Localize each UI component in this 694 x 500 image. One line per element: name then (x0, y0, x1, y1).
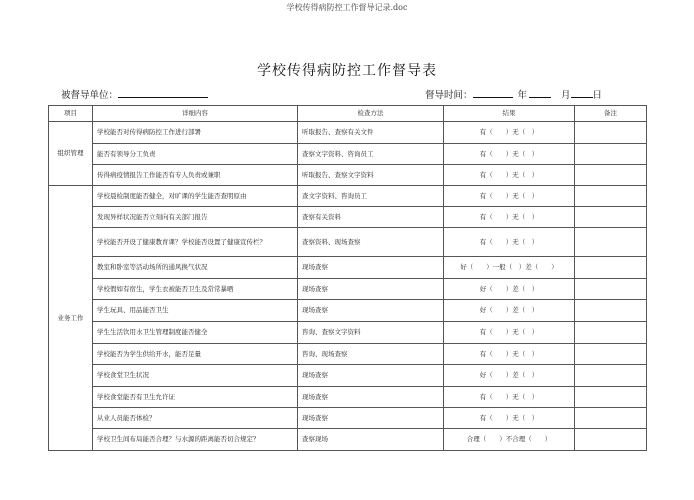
table-row (49, 207, 647, 228)
table-row (49, 279, 647, 300)
supervised-unit-blank[interactable] (118, 88, 208, 98)
method-cell: 咨询、现场查察 (298, 344, 444, 365)
method-cell: 听取报告、查察有关文件 (298, 122, 444, 144)
table-row (49, 322, 647, 344)
table-row (49, 408, 647, 429)
result-cell[interactable]: 有（ ）无（ ） (444, 165, 575, 186)
method-cell: 查察文字资料、咨询员工 (298, 144, 444, 165)
table-row (49, 344, 647, 365)
method-cell: 听取报告、查察文字资料 (298, 165, 444, 186)
result-cell[interactable]: 有（ ）无（ ） (444, 144, 575, 165)
page-title: 学校传得病防控工作督导表 (257, 63, 437, 79)
column-header: 检查方法 (298, 106, 444, 122)
content-cell: 学校食堂卫生状况 (93, 365, 298, 387)
note-cell[interactable] (575, 186, 647, 207)
note-cell[interactable] (575, 429, 647, 451)
supervised-unit-field (61, 87, 208, 101)
note-cell[interactable] (575, 322, 647, 344)
day-label: 日 (592, 90, 603, 101)
table-header-row (49, 106, 647, 122)
method-cell: 咨询、查察文字资料 (298, 322, 444, 344)
content-cell: 学生玩具、用品能否卫生 (93, 300, 298, 322)
content-cell: 学校晨检制度能否健全，对旷课的学生能否查明原由 (93, 186, 298, 207)
supervision-time-label: 督导时间： (425, 90, 473, 101)
supervised-unit-label: 被督导单位： (61, 90, 119, 101)
content-cell: 学校能否为学生供给开水，能否足量 (93, 344, 298, 365)
table-row (49, 365, 647, 387)
method-cell: 查察有关资料 (298, 207, 444, 228)
table-row (49, 122, 647, 144)
table-row (49, 165, 647, 186)
content-cell: 学校假如有宿生，学生衣被能否卫生及常常暴晒 (93, 279, 298, 300)
column-header: 结果 (444, 106, 575, 122)
year-label: 年 (517, 90, 528, 101)
content-cell: 学校卫生间布局能否合理？与水源的距离能否切合规定？ (93, 429, 298, 451)
content-cell: 学校食堂能否有卫生允许证 (93, 387, 298, 408)
table-row (49, 186, 647, 207)
note-cell[interactable] (575, 165, 647, 186)
result-cell[interactable]: 好（ ）差（ ） (444, 279, 575, 300)
result-cell[interactable]: 好（ ）一般（ ）差（ ） (444, 257, 575, 279)
content-cell: 传得病疫情报告工作能否有专人负责或兼职 (93, 165, 298, 186)
table-row (49, 429, 647, 451)
table-row (49, 300, 647, 322)
table-body (49, 122, 647, 451)
content-cell: 学校能否开设了健康教育课？学校能否设置了健康宣传栏？ (93, 228, 298, 257)
method-cell: 查文字资料、咨询员工 (298, 186, 444, 207)
method-cell: 现场查察 (298, 387, 444, 408)
table-row (49, 144, 647, 165)
result-cell[interactable]: 好（ ）差（ ） (444, 300, 575, 322)
content-cell: 学生生活饮用水卫生管理制度能否健全 (93, 322, 298, 344)
note-cell[interactable] (575, 387, 647, 408)
document-filename: 学校传得病防控工作督导记录.doc (286, 3, 408, 12)
method-cell: 现场查察 (298, 257, 444, 279)
result-cell[interactable]: 有（ ）无（ ） (444, 207, 575, 228)
method-cell: 查察现场 (298, 429, 444, 451)
method-cell: 查察资料、现场查察 (298, 228, 444, 257)
note-cell[interactable] (575, 207, 647, 228)
result-cell[interactable]: 有（ ）无（ ） (444, 387, 575, 408)
month-label: 月 (561, 90, 571, 101)
method-cell: 现场查察 (298, 300, 444, 322)
result-cell[interactable]: 合理（ ）不合理（ ） (444, 429, 575, 451)
note-cell[interactable] (575, 279, 647, 300)
supervision-table (48, 105, 647, 451)
column-header: 备注 (575, 106, 647, 122)
column-header: 项目 (49, 106, 93, 122)
table-row (49, 387, 647, 408)
method-cell: 现场查察 (298, 279, 444, 300)
method-cell: 现场查察 (298, 408, 444, 429)
content-cell: 从业人员能否体检？ (93, 408, 298, 429)
note-cell[interactable] (575, 300, 647, 322)
result-cell[interactable]: 有（ ）无（ ） (444, 322, 575, 344)
result-cell[interactable]: 有（ ）无（ ） (444, 186, 575, 207)
supervision-time-field (425, 87, 602, 101)
table-row (49, 257, 647, 279)
result-cell[interactable]: 有（ ）无（ ） (444, 344, 575, 365)
table-row (49, 228, 647, 257)
note-cell[interactable] (575, 257, 647, 279)
content-cell: 教室和卧室等活动场所的通风换气状况 (93, 257, 298, 279)
note-cell[interactable] (575, 344, 647, 365)
category-cell: 组织管理 (49, 122, 93, 186)
category-cell: 业务工作 (49, 186, 93, 451)
day-blank[interactable] (571, 88, 593, 98)
content-cell: 能否有领导分工负责 (93, 144, 298, 165)
method-cell: 现场查察 (298, 365, 444, 387)
result-cell[interactable]: 好（ ）差（ ） (444, 365, 575, 387)
result-cell[interactable]: 有（ ）无（ ） (444, 122, 575, 144)
column-header: 详细内容 (93, 106, 298, 122)
note-cell[interactable] (575, 228, 647, 257)
content-cell: 发现异样状况能否立刻向有关部门报告 (93, 207, 298, 228)
note-cell[interactable] (575, 365, 647, 387)
result-cell[interactable]: 有（ ）无（ ） (444, 228, 575, 257)
content-cell: 学校能否对传得病防控工作进行部署 (93, 122, 298, 144)
note-cell[interactable] (575, 122, 647, 144)
month-blank-lead[interactable] (529, 88, 551, 98)
note-cell[interactable] (575, 408, 647, 429)
year-blank[interactable] (473, 88, 513, 98)
note-cell[interactable] (575, 144, 647, 165)
result-cell[interactable]: 有（ ）无（ ） (444, 408, 575, 429)
